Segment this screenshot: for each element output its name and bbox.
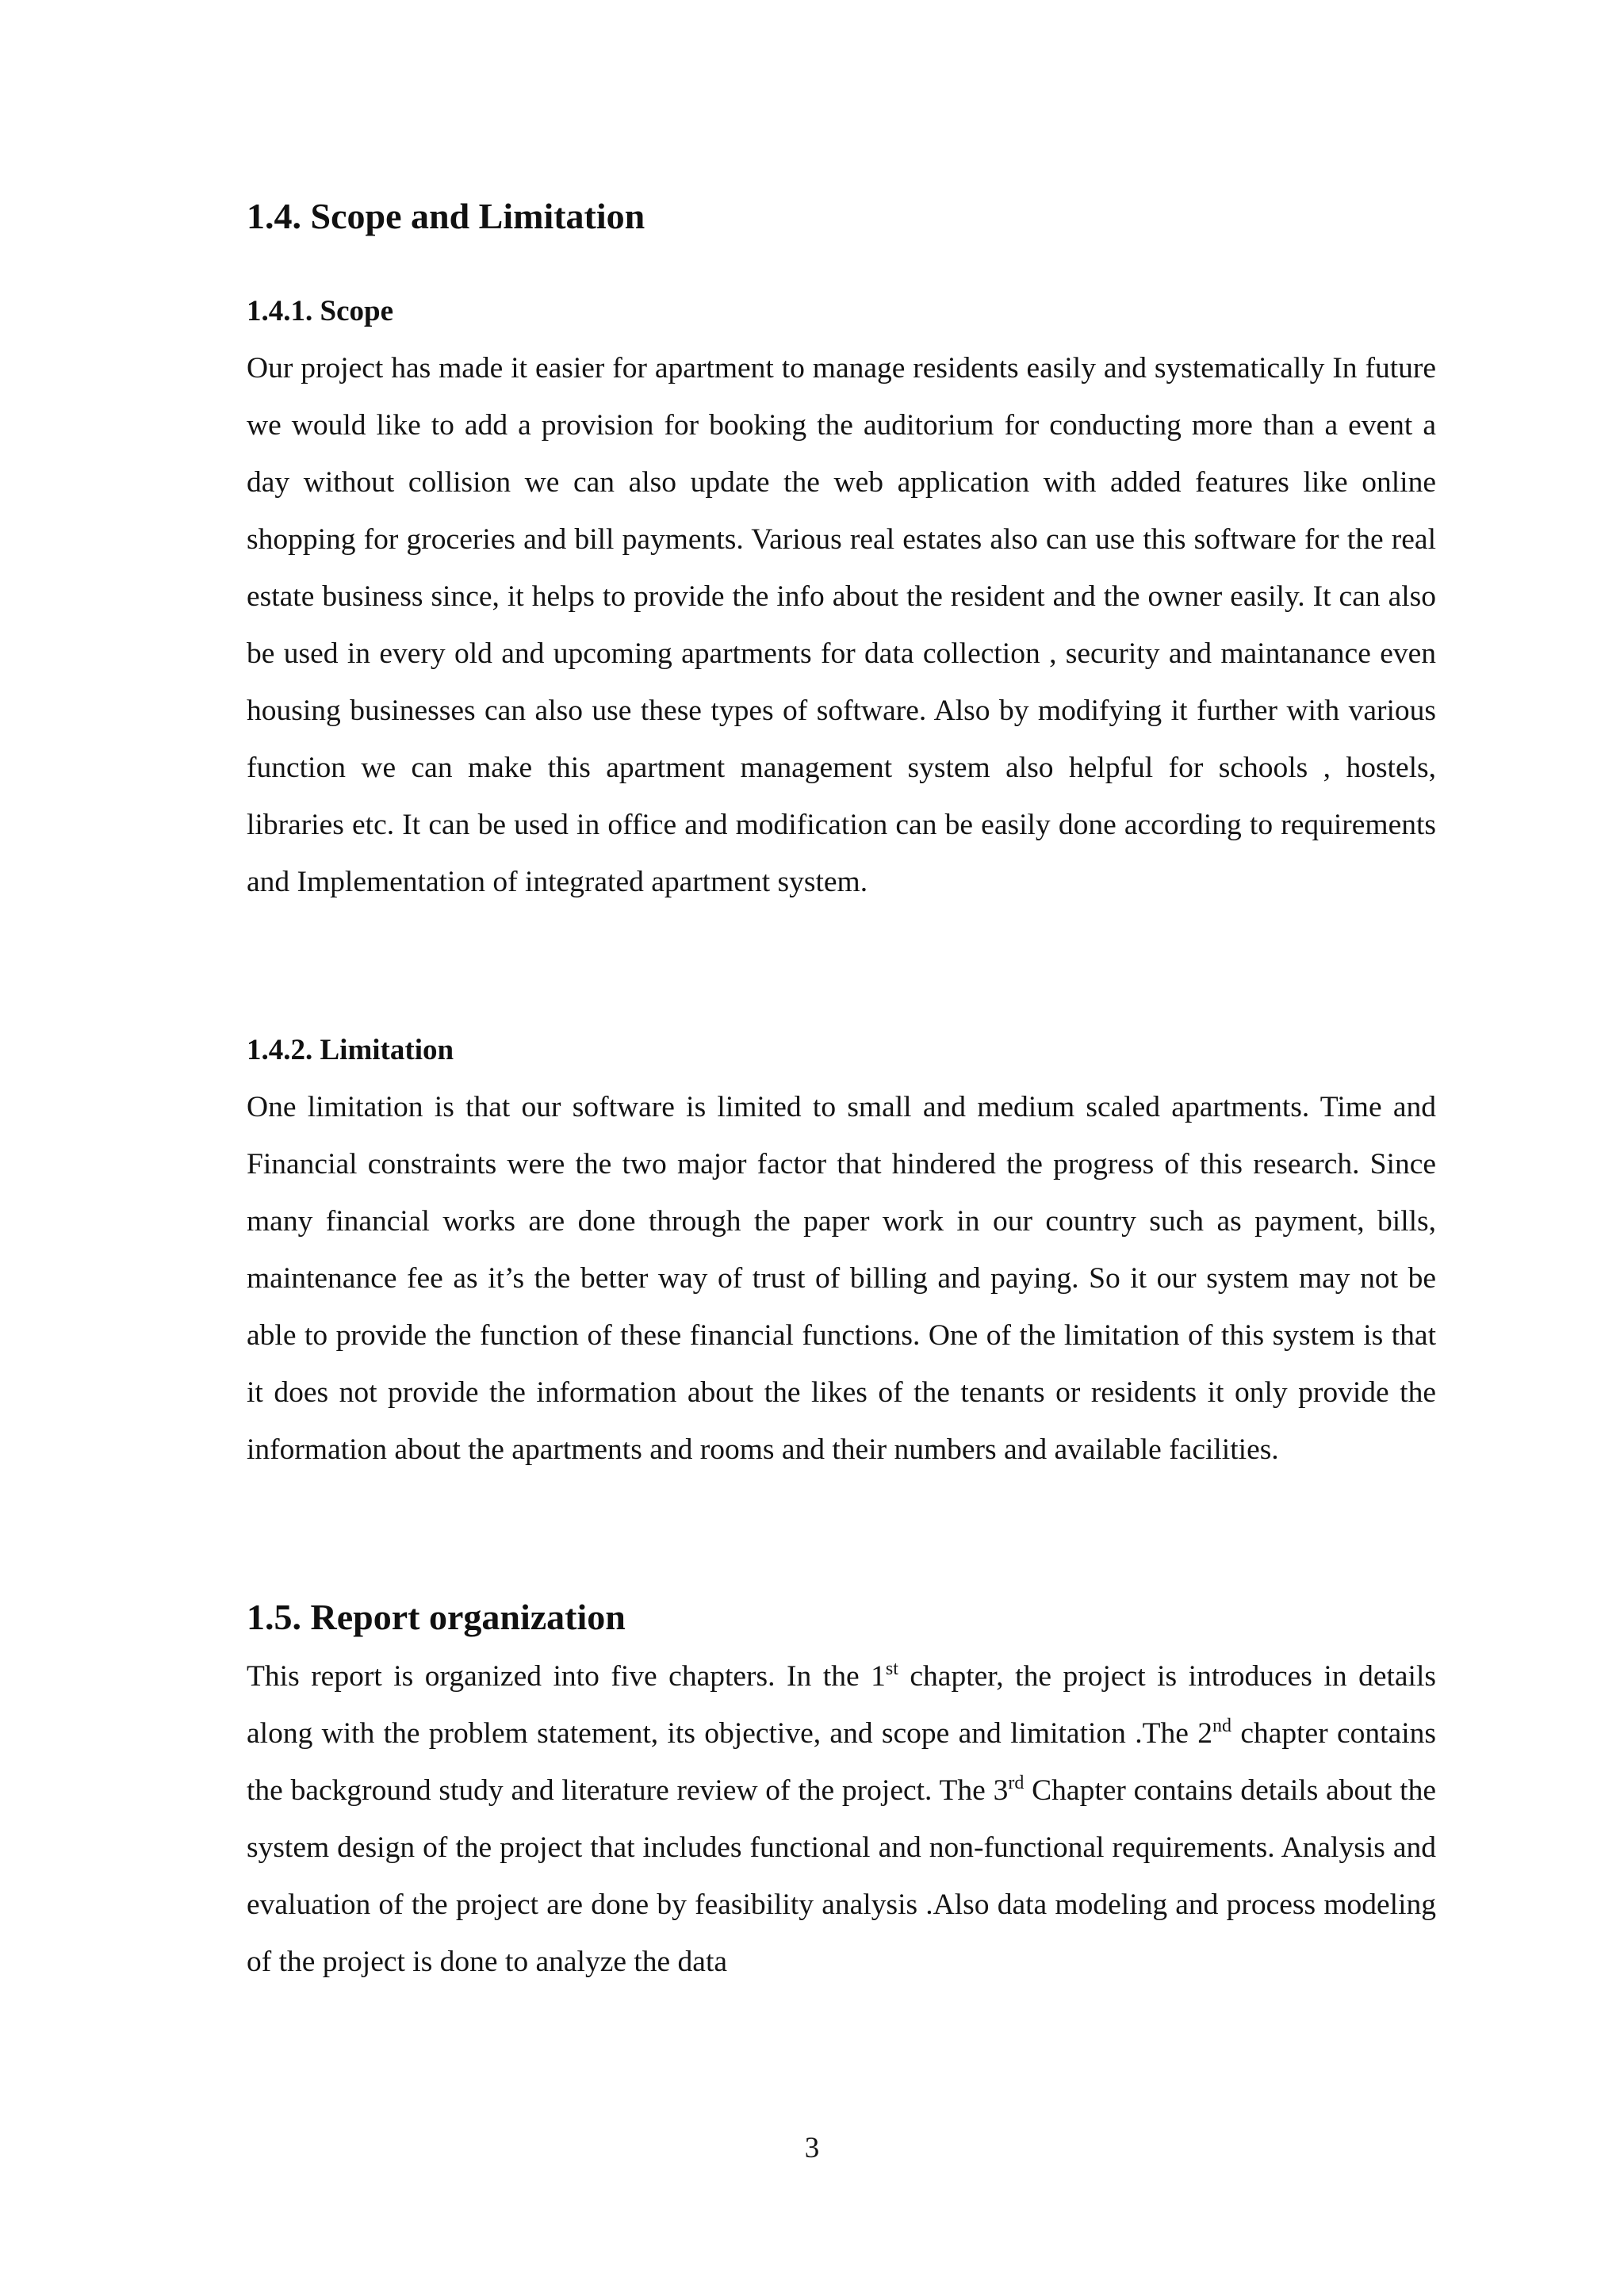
report-text-part-4: Chapter contains details about the system design of the project that includes functional and non-functional requirements. Analysis and evaluation of the project are done by feasibility analysis .Also data modeling and process modeling of the project is done to analyze the data [247, 1774, 1436, 1979]
subsection-heading-scope: 1.4.1. Scope [247, 294, 393, 327]
section-heading-scope-limitation: 1.4. Scope and Limitation [247, 196, 645, 236]
document-page [247, 190, 1436, 1991]
superscript-rd: rd [1008, 1773, 1025, 1794]
report-text-part-1: This report is organized into five chapters. In the 1 [247, 1660, 886, 1693]
section-heading-report-organization: 1.5. Report organization [247, 1596, 626, 1637]
superscript-st: st [885, 1659, 898, 1680]
limitation-paragraph: One limitation is that our software is limited to small and medium scaled apartments. Time and Financial constraints were the two major factor that hindered the progress of this research. Since many financial works are done through the paper work in our country such as payment, bills, maintenance fee as it’s the better way of trust of billing and paying. So it our system may not be able to provide the function of these financial functions. One of the limitation of this system is that it does not provide the information about the likes of the tenants or residents it only provide the information about the apartments and rooms and their numbers and available facilities. [247, 1090, 1436, 1466]
report-text-part-2: chapter, the project is introduces in details along with the problem statement, its objective, and scope and limitation .The 2 [247, 1660, 1436, 1751]
subsection-heading-limitation: 1.4.2. Limitation [247, 1033, 454, 1066]
superscript-nd: nd [1212, 1716, 1232, 1737]
report-text-part-3: chapter contains the background study and literature review of the project. The 3 [247, 1717, 1436, 1808]
scope-paragraph: Our project has made it easier for apartment to manage residents easily and systematically In future we would like to add a provision for booking the auditorium for conducting more than a event a day without collision we can also update the web application with added features like online shopping for groceries and bill payments. Various real estates also can use this software for the real estate business since, it helps to provide the info about the resident and the owner easily. It can also be used in every old and upcoming apartments for data collection , security and maintanance even housing businesses can also use these types of software. Also by modifying it further with various function we can make this apartment management system also helpful for schools , hostels, libraries etc. It can be used in office and modification can be easily done according to requirements and Implementation of integrated apartment system. [247, 351, 1436, 898]
report-organization-paragraph [247, 1648, 1436, 1991]
page-number: 3 [804, 2132, 820, 2164]
